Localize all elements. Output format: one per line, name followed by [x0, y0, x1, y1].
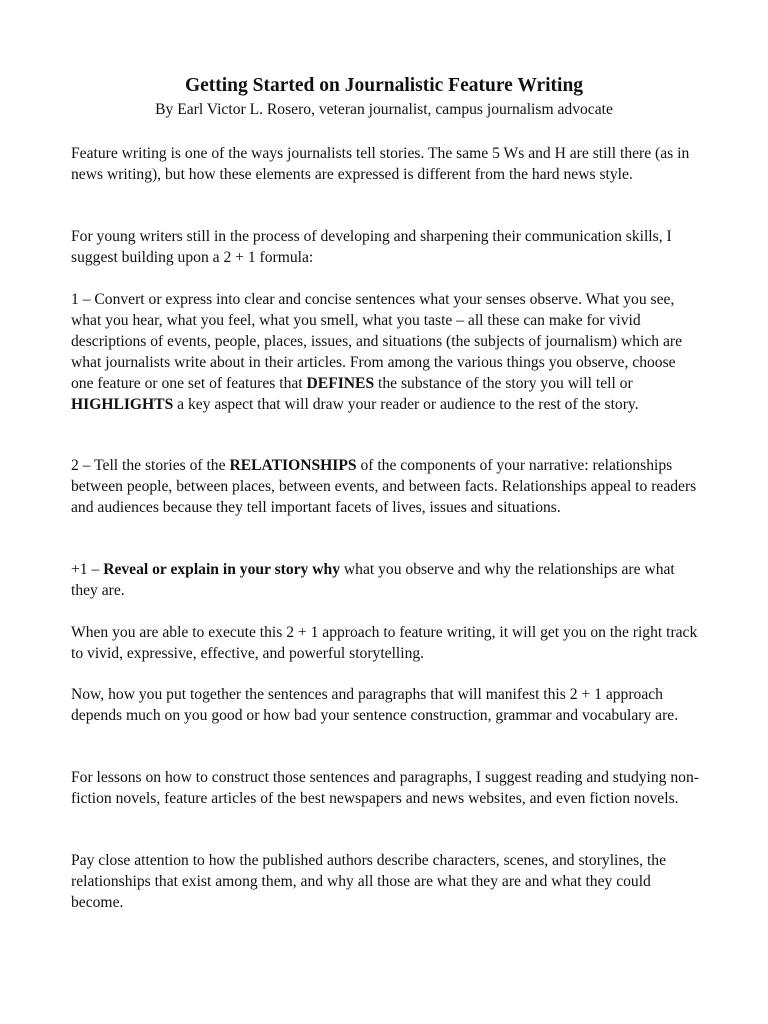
step-two-text-a: 2 – Tell the stories of the [71, 457, 230, 474]
step-one-emphasis-highlights: HIGHLIGHTS [71, 396, 174, 413]
paragraph-lessons: For lessons on how to construct those sentences and paragraphs, I suggest reading and studying non-fiction novels, feature articles of the best newspapers and news websites, and even fiction novels. [71, 769, 699, 807]
step-one-text-c: the substance of the story you will tell or [374, 375, 633, 392]
paragraph-step-two [71, 455, 701, 518]
paragraph-formula: For young writers still in the process of developing and sharpening their communication skills, I suggest building upon a 2 + 1 formula: [71, 228, 672, 266]
paragraph-construction: Now, how you put together the sentences and paragraphs that will manifest this 2 + 1 approach depends much on you good or how bad your sentence construction, grammar and vocabulary are. [71, 686, 679, 724]
plus-one-emphasis: Reveal or explain in your story why [103, 561, 340, 578]
plus-one-text-c: what you observe and why the relationships are what they are. [71, 561, 675, 599]
step-one-emphasis-defines: DEFINES [306, 375, 375, 392]
plus-one-text-a: +1 – [71, 561, 104, 578]
step-one-text-e: a key aspect that will draw your reader or audience to the rest of the story. [173, 396, 639, 413]
document-byline: By Earl Victor L. Rosero, veteran journalist, campus journalism advocate [155, 101, 613, 118]
paragraph-plus-one [71, 559, 701, 601]
step-two-text-c: of the components of your narrative: relationships between people, between places, between events, and between facts. Relationships appeal to readers and audiences because they tell important facets of lives, issues and situations. [71, 457, 697, 516]
paragraph-approach: When you are able to execute this 2 + 1 approach to feature writing, it will get you on the right track to vivid, expressive, effective, and powerful storytelling. [71, 624, 698, 662]
step-two-emphasis-relationships: RELATIONSHIPS [229, 457, 357, 474]
paragraph-attention: Pay close attention to how the published authors describe characters, scenes, and storylines, the relationships that exist among them, and why all those are what they are and what they could become. [71, 852, 666, 911]
step-one-text-a: 1 – Convert or express into clear and concise sentences what your senses observe. What you see, what you hear, what you feel, what you smell, what you taste – all these can make for vivid descriptions of events, people, places, issues, and situations (the subjects of journalism) which are what journalists write about in their articles. From among the various things you observe, choose one feature or one set of features that [71, 291, 683, 392]
paragraph-step-one [71, 289, 701, 415]
paragraph-intro: Feature writing is one of the ways journalists tell stories. The same 5 Ws and H are still there (as in news writing), but how these elements are expressed is different from the hard news style. [71, 145, 690, 183]
document-title: Getting Started on Journalistic Feature Writing [184, 75, 584, 96]
